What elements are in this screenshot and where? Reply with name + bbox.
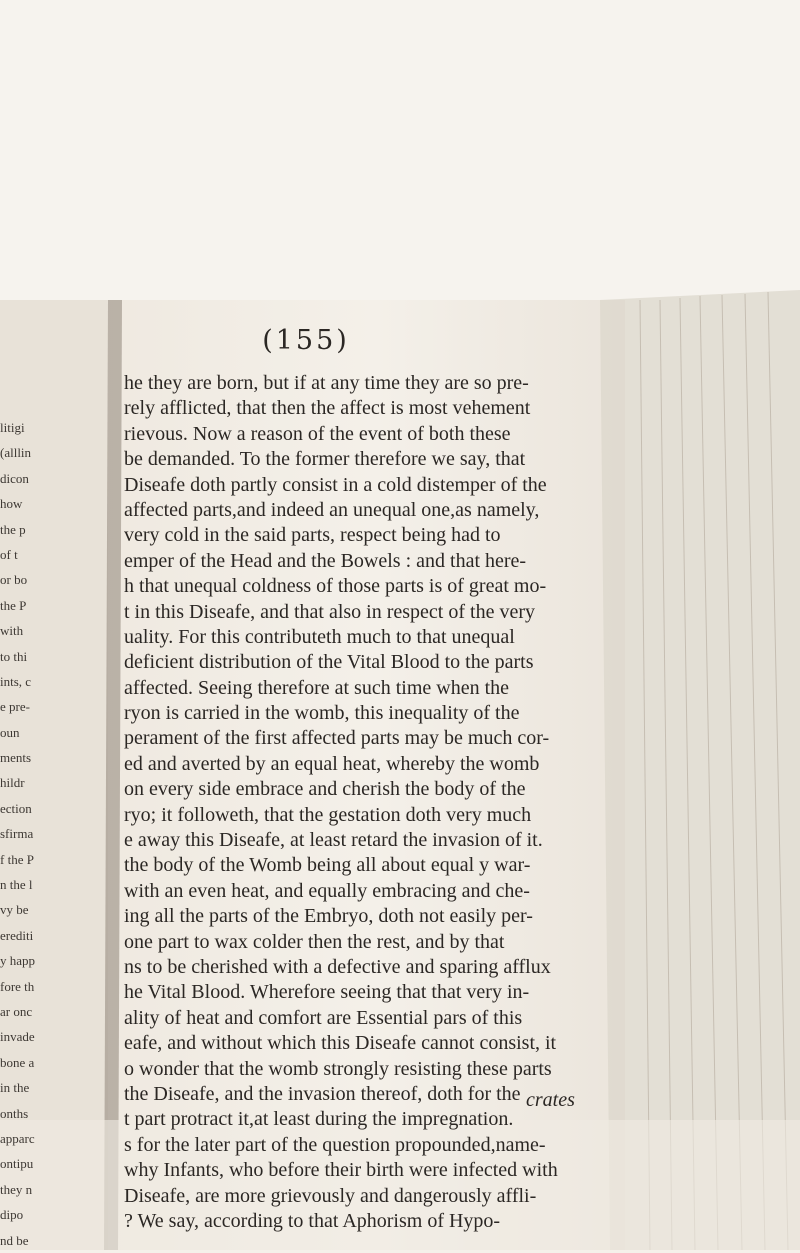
left-page-fragment: hildr xyxy=(0,775,25,791)
text-line: emper of the Head and the Bowels : and that here- xyxy=(124,549,527,572)
left-page-fragment: (alllin xyxy=(0,445,32,461)
left-page-fragment: nd be xyxy=(0,1232,29,1248)
left-page-fragment: how xyxy=(0,496,23,512)
text-line: ? We say, according to that Aphorism of Hypo- xyxy=(124,1209,501,1232)
left-page-fragment: or bo xyxy=(0,572,28,588)
text-line: Diseafe doth partly consist in a cold distemper of the xyxy=(124,473,547,496)
text-line: t part protract it,at least during the impregnation. xyxy=(124,1108,514,1131)
text-line: why Infants, who before their birth were infected with xyxy=(124,1159,558,1182)
text-line: t in this Diseafe, and that also in respect of the very xyxy=(124,600,535,623)
left-page-fragment: they n xyxy=(0,1181,33,1197)
text-line: uality. For this contributeth much to that unequal xyxy=(124,625,515,648)
left-page-fragment: ints, c xyxy=(0,673,32,689)
left-page-fragment: to thi xyxy=(0,648,28,664)
left-page-fragment: invade xyxy=(0,1029,35,1045)
text-line: ed and averted by an equal heat, whereby the womb xyxy=(124,752,540,775)
text-line: rely afflicted, that then the affect is most vehement xyxy=(124,397,531,420)
left-page-fragment: fore th xyxy=(0,978,35,994)
text-line: perament of the first affected parts may be much cor- xyxy=(124,727,550,750)
left-page-fragment: ar onc xyxy=(0,1003,33,1019)
left-page-fragment: dicon xyxy=(0,470,29,486)
left-page-fragment: bone a xyxy=(0,1054,35,1070)
left-page-fragment: e pre- xyxy=(0,699,30,715)
right-page-edges xyxy=(600,290,800,1250)
text-line: ing all the parts of the Embryo, doth not easily per- xyxy=(124,905,533,928)
text-line: Diseafe, are more grievously and dangerously affli- xyxy=(124,1184,537,1207)
text-line: ns to be cherished with a defective and sparing afflux xyxy=(124,955,551,978)
text-line: he they are born, but if at any time they are so pre- xyxy=(124,372,529,394)
left-page-fragment: litigi xyxy=(0,420,25,435)
text-line: h that unequal coldness of those parts is of great mo- xyxy=(124,575,547,598)
left-page-fragment: the P xyxy=(0,597,27,613)
text-line: eafe, and without which this Diseafe cannot consist, it xyxy=(124,1032,557,1055)
text-line: he Vital Blood. Wherefore seeing that that very in- xyxy=(124,981,530,1004)
left-page-fragment: y happ xyxy=(0,953,36,969)
left-page-fragment: vy be xyxy=(0,902,29,918)
text-line: ality of heat and comfort are Essential pars of this xyxy=(124,1006,523,1029)
left-page-fragment: f the P xyxy=(0,851,34,867)
left-page-fragment: of t xyxy=(0,546,18,562)
text-line: on every side embrace and cherish the body of the xyxy=(124,778,526,801)
text-line: o wonder that the womb strongly resisting these parts xyxy=(124,1057,552,1080)
left-page-fragment: ontipu xyxy=(0,1156,34,1172)
page-number: (155) xyxy=(262,325,350,356)
text-line: the body of the Womb being all about equal y war- xyxy=(124,854,531,877)
left-page-fragment: apparc xyxy=(0,1130,35,1146)
left-page-fragments xyxy=(0,415,120,1253)
catchword: crates xyxy=(526,1089,575,1111)
left-page-fragment: ection xyxy=(0,800,32,816)
text-line: with an even heat, and equally embracing and che- xyxy=(124,879,530,902)
left-page-fragment: sfirma xyxy=(0,826,34,842)
text-line: s for the later part of the question propounded,name- xyxy=(124,1133,546,1156)
text-line: the Diseafe, and the invasion thereof, doth for the xyxy=(124,1082,521,1105)
left-page-fragment: n the l xyxy=(0,877,33,893)
left-page-fragment: ments xyxy=(0,750,32,766)
text-line: affected parts,and indeed an unequal one,as namely, xyxy=(124,498,540,521)
text-line: rievous. Now a reason of the event of both these xyxy=(124,422,511,445)
left-page-fragment: onths xyxy=(0,1105,29,1121)
left-page-fragment: in the xyxy=(0,1080,30,1096)
left-page-fragment: oun xyxy=(0,724,20,740)
text-line: ryo; it followeth, that the gestation doth very much xyxy=(124,803,532,826)
text-line: deficient distribution of the Vital Blood to the parts xyxy=(124,651,534,674)
text-line: very cold in the said parts, respect being had to xyxy=(124,524,501,547)
left-page-fragment: dipo xyxy=(0,1207,24,1223)
text-line: be demanded. To the former therefore we say, that xyxy=(124,448,526,471)
text-line: one part to wax colder then the rest, and by that xyxy=(124,930,505,953)
left-page-fragment: erediti xyxy=(0,927,34,943)
text-line: ryon is carried in the womb, this inequality of the xyxy=(124,702,520,725)
left-page-fragment: with xyxy=(0,623,24,639)
text-line: e away this Diseafe, at least retard the invasion of it. xyxy=(124,829,543,852)
text-line: affected. Seeing therefore at such time when the xyxy=(124,676,510,699)
left-page-fragment: the p xyxy=(0,521,26,537)
